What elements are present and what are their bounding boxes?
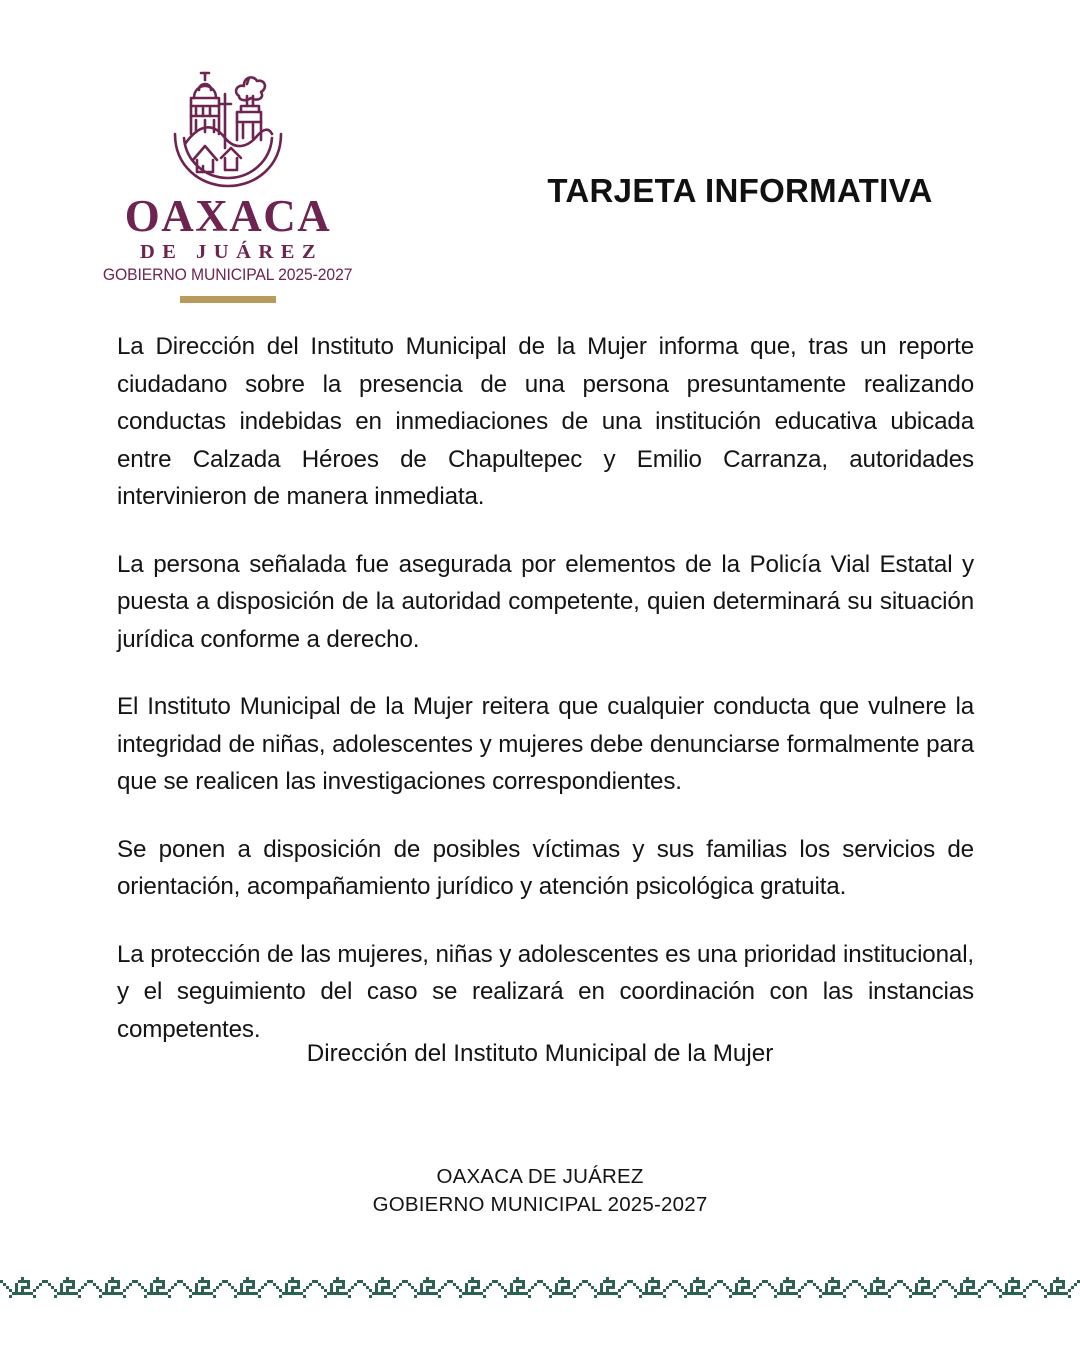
oaxaca-coat-of-arms-emblem (169, 62, 287, 190)
page-title: TARJETA INFORMATIVA (547, 172, 933, 209)
document-header (0, 0, 1080, 300)
government-logo (103, 62, 353, 303)
body-paragraph: La persona señalada fue asegurada por elementos de la Policía Vial Estatal y puesta a disposición de la autoridad competente, quien determinará su situación jurídica conforme a derecho. (117, 550, 974, 653)
body-paragraph: La Dirección del Instituto Municipal de la Mujer informa que, tras un reporte ciudadano sobre la presencia de una persona presuntamente realizando conductas indebidas en inmediaciones de una institución educativa ubicada entre Calzada Héroes de Chapultepec y Emilio Carranza, autoridades intervinieron de manera inmediata. (117, 333, 974, 510)
body-paragraph: La protección de las mujeres, niñas y adolescentes es una prioridad institucional, y el seguimiento del caso se realizará en coordinación con las instancias competentes. (117, 940, 974, 1043)
logo-gold-accent-bar (180, 296, 276, 303)
document-footer (0, 1163, 1080, 1219)
logo-wordmark-gobierno-municipal: GOBIERNO MUNICIPAL 2025-2027 (103, 266, 353, 285)
document-body (117, 328, 974, 1048)
footer-government-line: GOBIERNO MUNICIPAL 2025-2027 (372, 1193, 708, 1216)
body-paragraph: El Instituto Municipal de la Mujer reitera que cualquier conducta que vulnere la integridad de niñas, adolescentes y mujeres debe denunciarse formalmente para que se realicen las investigaciones correspondientes. (117, 693, 974, 795)
signature-line: Dirección del Instituto Municipal de la Mujer (306, 1040, 774, 1067)
footer-city-line: OAXACA DE JUÁREZ (436, 1165, 644, 1188)
greca-fret-border-ornament (0, 1274, 1080, 1304)
body-paragraph: Se ponen a disposición de posibles víctimas y sus familias los servicios de orientación, acompañamiento jurídico y atención psicológica gratuita. (117, 835, 974, 900)
logo-wordmark-oaxaca: OAXACA (124, 191, 332, 241)
logo-wordmark-de-juarez: DE JUÁREZ (139, 240, 324, 263)
